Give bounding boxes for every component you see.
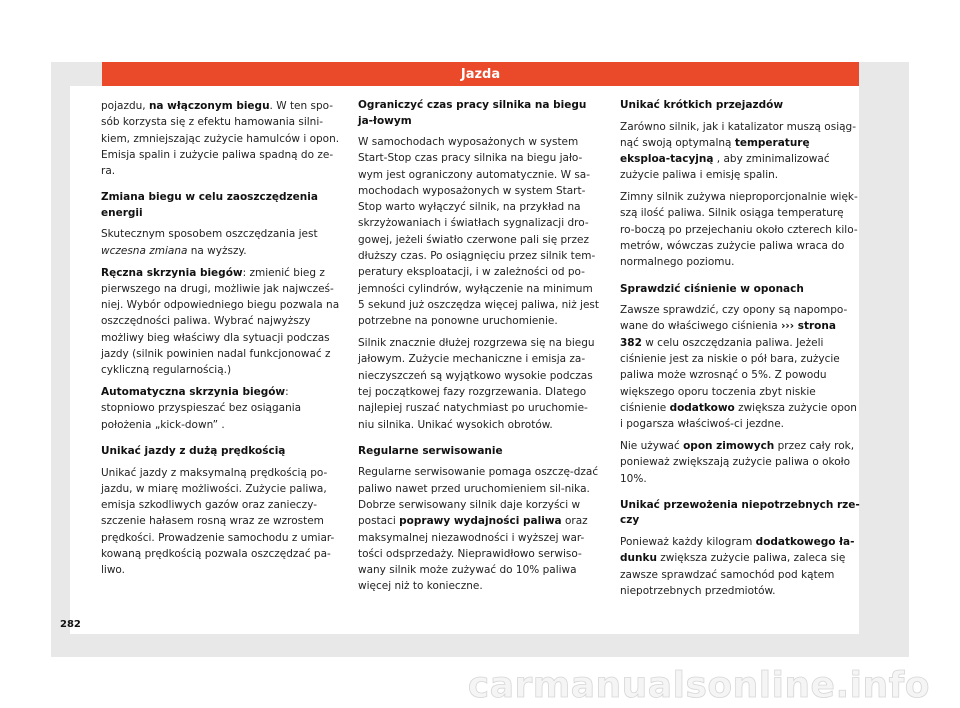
paragraph: Zawsze sprawdzić, czy opony są napompo-wane do właściwego ciśnienia ››› strona 382 w celu oszczędzania paliwa. Jeżeli ciśnienie jest za niskie o pół bara, zużycie paliwa może wzrosnąć o 5%. Z powodu większego oporu toczenia zbyt niskie ciśnienie dodatkowo zwiększa zużycie opon i pogarsza właściwoś-ci jezdne. — [620, 304, 857, 431]
page-number: 282 — [60, 619, 81, 630]
section-heading: Regularne serwisowanie — [358, 444, 503, 457]
paragraph: Unikać jazdy z maksymalną prędkością po-jazdu, w miarę możliwości. Zużycie paliwa, emisja szkodliwych gazów oraz zanieczy-szczenie hałasem rosną wraz ze wzrostem prędkości. Prowadzenie samochodu z umiar-kowaną prędkością pozwala oszczędzać pa-liwo. — [101, 466, 335, 577]
section-heading: Unikać przewożenia niepotrzebnych rze-czy — [620, 498, 860, 527]
section-heading: Unikać jazdy z dużą prędkością — [101, 445, 286, 458]
section-title: Jazda — [460, 66, 501, 82]
paragraph: Ręczna skrzynia biegów: zmienić bieg z pierwszego na drugi, możliwie jak najwcześ-niej. Wybór odpowiedniego biegu pozwala na oszczędności paliwa. Wybrać najwyższy możliwy bieg właściwy dla sytuacji podczas jazdy (silnik powinien nadal funkcjonować z cykliczną regularnością.) — [101, 266, 340, 377]
paragraph: Zarówno silnik, jak i katalizator muszą osiąg-nąć swoją optymalną temperaturę eksploa-tacyjną , aby zminimalizować zużycie paliwa i emisję spalin. — [620, 120, 856, 182]
section-heading: Ograniczyć czas pracy silnika na biegu ja-łowym — [358, 99, 587, 127]
page-reference-link[interactable]: ››› strona 382 — [620, 320, 836, 349]
paragraph: Ponieważ każdy kilogram dodatkowego ła-dunku zwiększa zużycie paliwa, zaleca się zawsze sprawdzać samochód pod kątem niepotrzebnych przedmiotów. — [620, 535, 855, 597]
paragraph: Nie używać opon zimowych przez cały rok, ponieważ zwiększają zużycie paliwa o około 10%. — [620, 440, 855, 485]
paragraph: Skutecznym sposobem oszczędzania jest wczesna zmiana na wyższy. — [101, 228, 318, 257]
watermark: carmanualsonline.info — [467, 665, 930, 706]
column-3 — [620, 98, 860, 605]
paragraph: W samochodach wyposażonych w system Start-Stop czas pracy silnika na biegu jało-wym jest ograniczony automatycznie. W sa-mochodach wyposażonych w system Start-Stop warto wyłączyć silnik, na przykład na skrzyżowaniach i światłach sygnalizacji dro-gowej, jeżeli światło czerwone pali się przez dłuższy czas. Po osiągnięciu przez silnik tem-peratury eksploatacji, i w zależności od po-jemności cylindrów, wyłączenie na minimum 5 sekund już oszczędza więcej paliwa, niż jest potrzebne na ponowne uruchomienie. — [358, 136, 600, 328]
paragraph: Regularne serwisowanie pomaga oszczę-dzać paliwo nawet przed uruchomieniem sil-nika. Dobrze serwisowany silnik daje korzyści w postaci poprawy wydajności paliwa oraz maksymalnej niezawodności i wyższej war-tości odsprzedaży. Nieprawidłowo serwiso-wany silnik może zużywać do 10% paliwa więcej niż to konieczne. — [358, 466, 599, 593]
section-heading: Sprawdzić ciśnienie w oponach — [620, 282, 804, 295]
section-heading: Zmiana biegu w celu zaoszczędzenia energii — [101, 191, 318, 219]
section-header — [102, 62, 859, 86]
paragraph: pojazdu, na włączonym biegu. W ten spo-sób korzysta się z efektu hamowania silni-kiem, zmniejszając zużycie hamulców i opon. Emisja spalin i zużycie paliwa spadną do ze-ra. — [101, 100, 340, 178]
column-1 — [101, 98, 343, 584]
column-2 — [358, 98, 602, 600]
paragraph: Zimny silnik zużywa nieproporcjonalnie więk-szą ilość paliwa. Silnik osiąga temperaturę ro-boczą po przejechaniu około czterech kilo-metrów, wówczas zużycie paliwa wraca do normalnego poziomu. — [620, 191, 858, 269]
paragraph: Automatyczna skrzynia biegów: stopniowo przyspieszać bez osiągania położenia „kick-down” . — [101, 386, 302, 431]
section-heading: Unikać krótkich przejazdów — [620, 99, 784, 111]
paragraph: Silnik znacznie dłużej rozgrzewa się na biegu jałowym. Zużycie mechaniczne i emisja za-nieczyszczeń są wyjątkowo wysokie podczas tej początkowej fazy rozgrzewania. Dlatego najlepiej ruszać natychmiast po uruchomie-niu silnika. Unikać wysokich obrotów. — [358, 337, 595, 431]
